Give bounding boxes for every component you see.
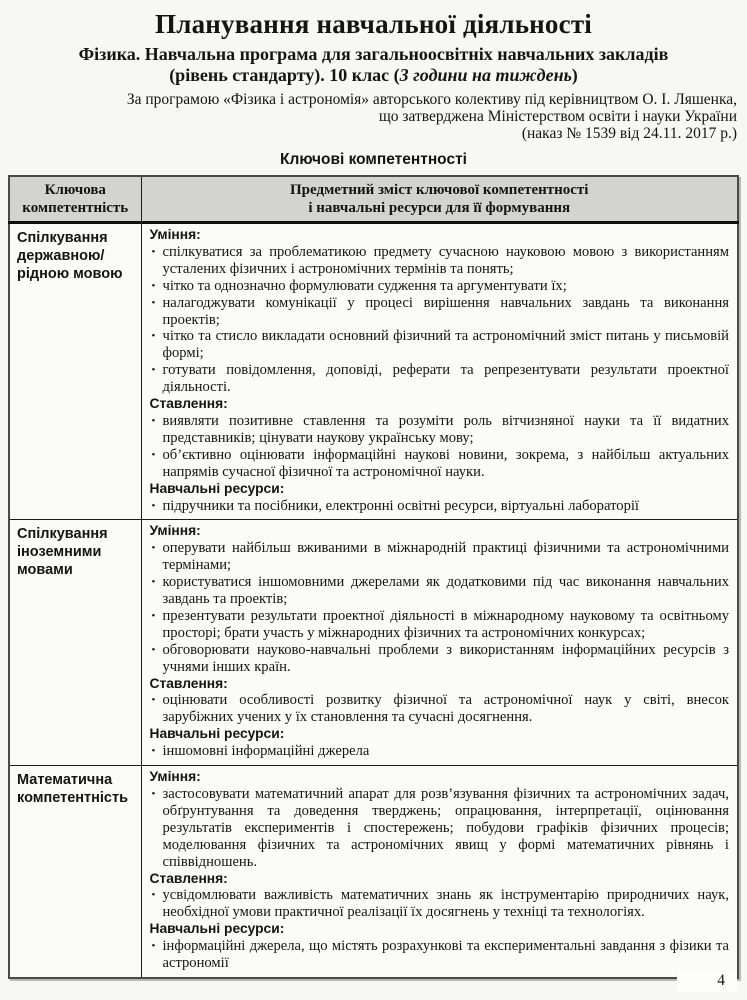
section-label: Ставлення: [149, 396, 228, 412]
section-label: Навчальні ресурси: [149, 726, 285, 742]
competences-table [8, 175, 739, 979]
byline-line-1: За програмою «Фізика і астрономія» авторського колективу під керівництвом О. І. Ляшенка, [126, 91, 737, 108]
bullet-icon: • [151, 245, 156, 258]
bullet-icon: • [151, 788, 156, 800]
column-header-line: і навчальні ресурси для її формування [308, 200, 571, 216]
bullet-text: готувати повідомлення, доповіді, реферати та репрезентувати результати проектної діяльності. [162, 362, 729, 396]
bullet-icon: • [151, 940, 156, 953]
bullet-item [150, 413, 730, 447]
bullet-item [150, 743, 730, 760]
bullet-icon: • [151, 414, 156, 427]
bullet-item [150, 447, 730, 481]
bullet-text: користуватися іншомовними джерелами як додатковими під час виконання навчальних завдань та проектів; [162, 574, 729, 608]
bullet-text: чітко та стисло викладати основний фізичний та астрономічний зміст питань у письмовій формі; [162, 328, 729, 362]
column-header-line: Ключова [44, 182, 106, 198]
section-label: Ставлення: [149, 870, 228, 886]
column-header-line: компетентність [22, 200, 129, 216]
program-reference [8, 91, 739, 142]
bullet-item [150, 692, 730, 726]
document-subtitle [8, 44, 739, 86]
bullet-text: спілкуватися за проблематикою предмету сучасною науковою мовою з використанням усталених фізичних і астрономічних термінів та понять; [162, 243, 729, 277]
bullet-icon: • [151, 643, 156, 656]
bullet-text: виявляти позитивне ставлення та розуміти роль вітчизняної науки та її видатних представників; цінувати наукову українську мову; [162, 412, 729, 446]
bullet-text: інформаційні джерела, що містять розрахункові та експериментальні завдання з фізики та астрономії [162, 938, 729, 972]
section-label: Ставлення: [149, 675, 228, 691]
bullet-icon: • [151, 745, 156, 758]
bullet-item [150, 278, 730, 295]
bullet-item [150, 295, 730, 329]
subtitle-line-2-pre: (рівень стандарту). 10 клас ( [169, 65, 400, 85]
competence-content [141, 520, 738, 766]
bullet-icon: • [151, 330, 156, 343]
bullet-item [150, 642, 730, 676]
table-header-row [9, 176, 738, 223]
bullet-text: оцінювати особливості розвитку фізичної та астрономічної наук у світі, внесок зарубіжних учених у їх становлення та сучасні досягнення. [162, 692, 729, 726]
bullet-text: оперувати найбільш вживаними в міжнародній практиці фізичними та астрономічними термінами; [162, 540, 729, 574]
table-row [9, 520, 738, 766]
subtitle-line-2 [8, 65, 739, 86]
competence-content [141, 766, 738, 978]
column-header-line: Предметний зміст ключової компетентності [290, 182, 589, 198]
column-header-content [141, 176, 738, 223]
competence-name: Спілкування державною/ рідною мовою [9, 223, 141, 520]
bullet-item [150, 887, 730, 921]
table-row [9, 223, 738, 520]
bullet-item [150, 362, 730, 396]
bullet-icon: • [151, 542, 156, 555]
bullet-text: налагоджувати комунікації у процесі вирішення навчальних завдань та виконання проектів; [162, 294, 729, 328]
bullet-item [150, 244, 730, 278]
byline-line-3: (наказ № 1539 від 24.11. 2017 р.) [521, 125, 737, 142]
section-label: Уміння: [149, 523, 201, 539]
bullet-icon: • [151, 279, 156, 292]
bullet-text: презентувати результати проектної діяльності в міжнародному науковому та освітньому просторі; брати участь у міжнародних фізичних та астрономічних конкурсах; [162, 607, 729, 641]
section-heading: Ключові компетентності [280, 151, 467, 168]
bullet-item [150, 608, 730, 642]
bullet-icon: • [151, 576, 156, 589]
table-header [9, 176, 738, 223]
bullet-icon: • [151, 448, 156, 461]
bullet-text: чітко та однозначно формулювати судження та аргументувати їх; [162, 277, 567, 294]
table-row [9, 766, 738, 978]
competence-name: Спілкування іноземними мовами [9, 520, 141, 766]
bullet-icon: • [151, 694, 156, 707]
competence-name: Математична компетентність [9, 766, 141, 978]
bullet-icon: • [151, 889, 156, 902]
bullet-text: підручники та посібники, електронні освітні ресурси, віртуальні лабораторії [162, 497, 639, 514]
subtitle-line-2-post: ) [571, 65, 578, 85]
bullet-icon: • [151, 296, 156, 309]
bullet-item [150, 540, 730, 574]
bullet-text: об’єктивно оцінювати інформаційні наукові новини, зокрема, з найбільш актуальних напрямів сучасної фізичної та астрономічної науки. [162, 446, 729, 480]
bullet-icon: • [151, 364, 156, 377]
bullet-item [150, 574, 730, 608]
bullet-text: усвідомлювати важливість математичних знань як інструментарію природничих наук, необхідної умови практичної реалізації їх досягнень у техніці та технологіях. [162, 887, 729, 921]
page-title: Планування навчальної діяльності [155, 9, 592, 39]
bullet-item [150, 328, 730, 362]
bullet-text: застосовувати математичний апарат для розв’язування фізичних та астрономічних задач, обґрунтування та доведення тверджень; опрацювання, інтерпретації, оцінювання результатів експериментів і спостережень; побудови графіків фізичних процесів; моделювання фізичних та астрономічних явищ у формі математичних рівнянь і співвідношень. [162, 786, 729, 870]
section-label: Уміння: [149, 769, 201, 785]
byline-line-2: що затверджена Міністерством освіти і науки України [378, 108, 737, 125]
column-header-competence [9, 176, 141, 223]
bullet-item [150, 938, 730, 972]
bullet-item [150, 786, 730, 871]
table-body [9, 223, 738, 978]
bullet-text: іншомовні інформаційні джерела [162, 743, 370, 760]
subtitle-line-2-italic: 3 години на тиждень [399, 65, 572, 85]
bullet-icon: • [151, 499, 156, 512]
section-label: Навчальні ресурси: [149, 480, 285, 496]
page-number: 4 [677, 969, 737, 992]
competence-content [141, 223, 738, 520]
bullet-item [150, 498, 730, 515]
section-label: Навчальні ресурси: [149, 921, 285, 937]
bullet-icon: • [151, 609, 156, 622]
bullet-text: обговорювати науково-навчальні проблеми з використанням інформаційних ресурсів з учнями інших країн. [162, 641, 729, 675]
subtitle-line-1: Фізика. Навчальна програма для загальноосвітніх навчальних закладів [78, 44, 669, 64]
section-label: Уміння: [149, 227, 201, 242]
